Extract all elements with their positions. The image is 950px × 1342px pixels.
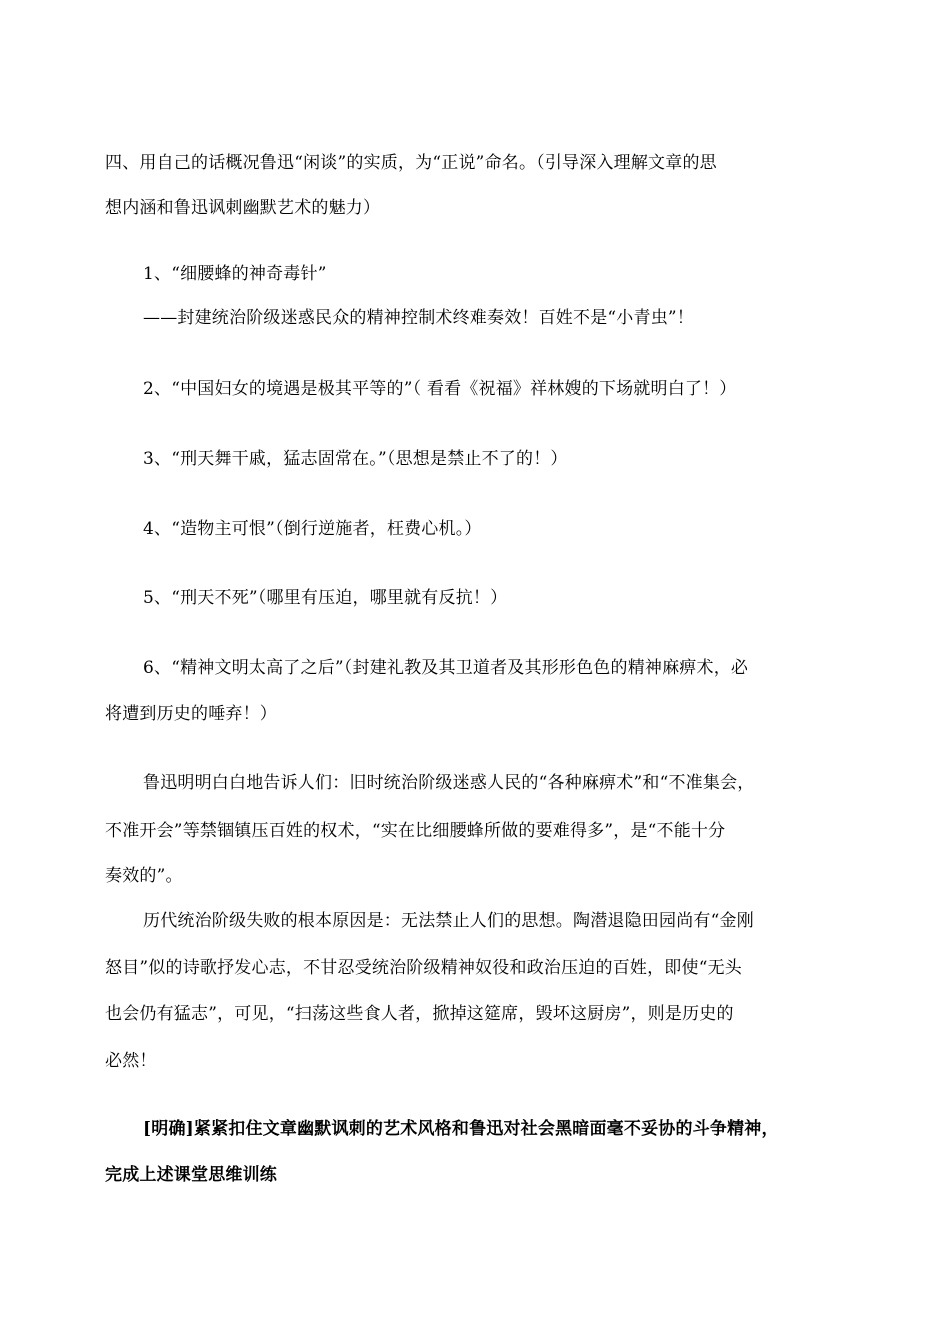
section-four-heading-line2: 想内涵和鲁迅讽刺幽默艺术的魅力） (105, 198, 381, 218)
list-item-1-title: 1、“细腰蜂的神奇毒针” (143, 264, 327, 284)
conclusion-line2: 完成上述课堂思维训练 (105, 1165, 277, 1185)
paragraph-2-line1: 历代统治阶级失败的根本原因是：无法禁止人们的思想。陶潜退隐田园尚有“金刚 (143, 911, 754, 931)
list-item-4: 4、“造物主可恨”（倒行逆施者，枉费心机。） (143, 519, 482, 539)
list-item-5: 5、“刑天不死”（哪里有压迫，哪里就有反抗！） (143, 588, 508, 608)
list-item-6-line1: 6、“精神文明太高了之后”（封建礼教及其卫道者及其形形色色的精神麻痹术，必 (143, 658, 749, 678)
paragraph-2-line2: 怒目”似的诗歌抒发心志，不甘忍受统治阶级精神奴役和政治压迫的百姓，即使“无头 (105, 958, 742, 978)
list-item-1-note: ——封建统治阶级迷惑民众的精神控制术终难奏效！百姓不是“小青虫”！ (143, 308, 694, 328)
paragraph-1-line3: 奏效的”。 (105, 866, 183, 886)
list-item-6-line2: 将遭到历史的唾弃！） (105, 704, 277, 724)
conclusion-line1: [明确]紧紧扣住文章幽默讽刺的艺术风格和鲁迅对社会黑暗面毫不妥协的斗争精神， (143, 1119, 779, 1139)
paragraph-2-line4: 必然！ (105, 1051, 157, 1071)
paragraph-1-line2: 不准开会”等禁锢镇压百姓的权术，“实在比细腰蜂所做的要难得多”，是“不能十分 (105, 821, 726, 841)
list-item-2: 2、“中国妇女的境遇是极其平等的”（ 看看《祝福》祥林嫂的下场就明白了！） (143, 379, 737, 399)
paragraph-2-line3: 也会仍有猛志”，可见，“扫荡这些食人者，掀掉这筵席，毁坏这厨房”，则是历史的 (105, 1004, 734, 1024)
paragraph-1-line1: 鲁迅明明白白地告诉人们：旧时统治阶级迷惑人民的“各种麻痹术”和“不准集会， (143, 773, 755, 793)
list-item-3: 3、“刑天舞干戚，猛志固常在。”（思想是禁止不了的！） (143, 449, 568, 469)
section-four-heading-line1: 四、用自己的话概况鲁迅“闲谈”的实质，为“正说”命名。（引导深入理解文章的思 (105, 153, 717, 173)
